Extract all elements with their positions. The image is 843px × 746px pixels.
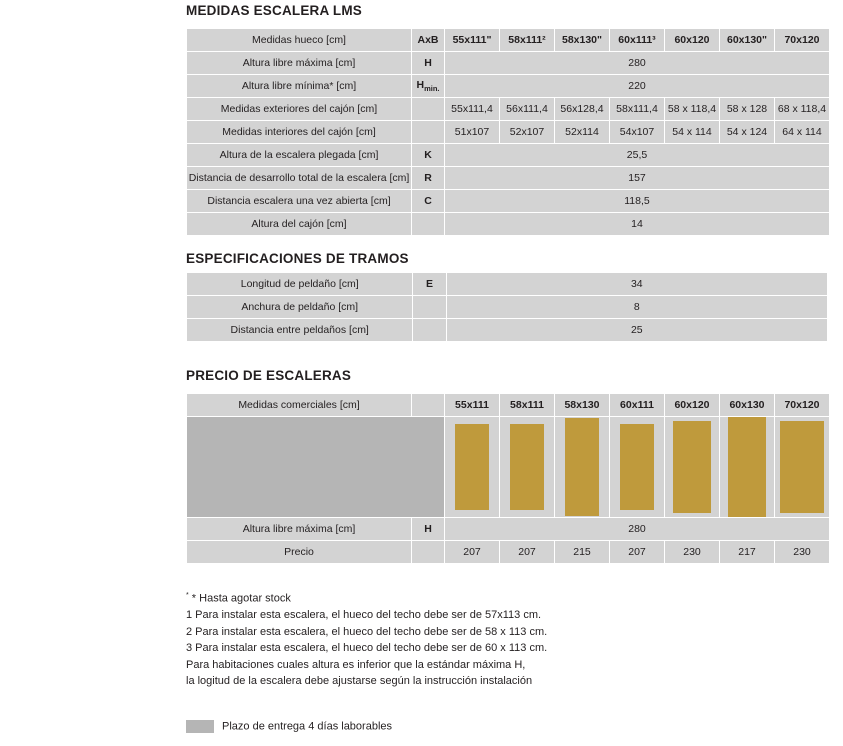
column-header: 60x120 <box>665 394 719 416</box>
row-symbol <box>413 296 445 318</box>
row-symbol: H <box>412 52 444 74</box>
column-header: 70x120 <box>775 29 829 51</box>
row-value: 54 x 124 <box>720 121 774 143</box>
row-value: 14 <box>445 213 829 235</box>
row-value: 8 <box>447 296 827 318</box>
table-row <box>187 167 829 189</box>
row-label: Altura libre mínima* [cm] <box>187 75 411 97</box>
row-symbol <box>412 541 444 563</box>
ladder-cell <box>775 417 829 517</box>
row-symbol: R <box>412 167 444 189</box>
ladder-bar-icon <box>455 424 489 510</box>
footnote-line: 1 Para instalar esta escalera, el hueco del techo debe ser de 57x113 cm. <box>186 609 542 622</box>
ladder-cell <box>555 417 609 517</box>
price-value: 207 <box>445 541 499 563</box>
row-label: Altura libre máxima [cm] <box>187 518 411 540</box>
row-label: Altura del cajón [cm] <box>187 213 411 235</box>
row-value: 54 x 114 <box>665 121 719 143</box>
column-header: 60x111 <box>610 394 664 416</box>
section-title-tramos: ESPECIFICACIONES DE TRAMOS <box>186 251 409 266</box>
row-label: Altura de la escalera plegada [cm] <box>187 144 411 166</box>
column-header: 60x120 <box>665 29 719 51</box>
legend-swatch-icon <box>186 720 214 733</box>
footnote-line: 3 Para instalar esta escalera, el hueco del techo debe ser de 60 x 113 cm. <box>186 642 548 655</box>
ladder-cell <box>665 417 719 517</box>
column-header: 58x130 <box>555 394 609 416</box>
row-value: 25,5 <box>445 144 829 166</box>
footnote-line: * * Hasta agotar stock <box>186 592 291 605</box>
column-header: 58x130" <box>555 29 609 51</box>
column-header: 55x111" <box>445 29 499 51</box>
row-label: Medidas hueco [cm] <box>187 29 411 51</box>
footnote-line: la logitud de la escalera debe ajustarse según la instrucción instalación <box>186 675 533 688</box>
column-header: 60x130" <box>720 29 774 51</box>
row-symbol <box>412 394 444 416</box>
column-header: 60x111³ <box>610 29 664 51</box>
illustration-empty-cell <box>187 417 444 517</box>
measures-table <box>186 28 830 236</box>
legend-label: Plazo de entrega 4 días laborables <box>222 720 393 733</box>
column-header: 60x130 <box>720 394 774 416</box>
ladder-bar-icon <box>728 417 766 517</box>
ladder-bar-icon <box>510 424 544 510</box>
row-value: 58 x 118,4 <box>665 98 719 120</box>
row-value: 64 x 114 <box>775 121 829 143</box>
row-value: 52x114 <box>555 121 609 143</box>
row-label: Anchura de peldaño [cm] <box>187 296 412 318</box>
row-value: 56x111,4 <box>500 98 554 120</box>
table-row <box>187 121 829 143</box>
row-label: Longitud de peldaño [cm] <box>187 273 412 295</box>
table-row <box>187 213 829 235</box>
row-value: 51x107 <box>445 121 499 143</box>
row-symbol <box>413 319 445 341</box>
ladder-cell <box>445 417 499 517</box>
row-value: 58x111,4 <box>610 98 664 120</box>
delivery-legend <box>186 720 392 733</box>
table-row <box>187 273 827 295</box>
row-value: 58 x 128 <box>720 98 774 120</box>
table-row <box>187 144 829 166</box>
price-value: 207 <box>610 541 664 563</box>
table-row <box>187 75 829 97</box>
column-header: 58x111² <box>500 29 554 51</box>
row-symbol: H <box>412 518 444 540</box>
row-label: Distancia entre peldaños [cm] <box>187 319 412 341</box>
price-value: 217 <box>720 541 774 563</box>
price-table <box>186 393 830 564</box>
ladder-bar-icon <box>780 421 824 513</box>
table-row <box>187 319 827 341</box>
price-value: 230 <box>775 541 829 563</box>
tramos-table <box>186 272 828 342</box>
row-symbol <box>412 213 444 235</box>
row-value: 56x128,4 <box>555 98 609 120</box>
column-header: 70x120 <box>775 394 829 416</box>
footnote-line: Para habitaciones cuales altura es inferior que la estándar máxima H, <box>186 658 526 671</box>
price-value: 215 <box>555 541 609 563</box>
row-symbol: K <box>412 144 444 166</box>
footnote-line: 2 Para instalar esta escalera, el hueco del techo debe ser de 58 x 113 cm. <box>186 625 548 638</box>
ladder-cell <box>610 417 664 517</box>
table-row <box>187 190 829 212</box>
row-value: 54x107 <box>610 121 664 143</box>
table-row <box>187 296 827 318</box>
table-row <box>187 98 829 120</box>
row-symbol <box>412 121 444 143</box>
price-value: 230 <box>665 541 719 563</box>
ladder-bar-icon <box>673 421 711 513</box>
row-label: Distancia escalera una vez abierta [cm] <box>187 190 411 212</box>
row-label: Medidas comerciales [cm] <box>187 394 411 416</box>
row-symbol: E <box>413 273 445 295</box>
table-row <box>187 394 829 416</box>
table-row <box>187 541 829 563</box>
row-value: 52x107 <box>500 121 554 143</box>
row-label: Precio <box>187 541 411 563</box>
row-symbol: AxB <box>412 29 444 51</box>
row-label: Medidas interiores del cajón [cm] <box>187 121 411 143</box>
row-label: Medidas exteriores del cajón [cm] <box>187 98 411 120</box>
footnotes <box>186 588 746 690</box>
table-row <box>187 29 829 51</box>
column-header: 55x111 <box>445 394 499 416</box>
row-value: 25 <box>447 319 827 341</box>
row-label: Altura libre máxima [cm] <box>187 52 411 74</box>
row-value: 68 x 118,4 <box>775 98 829 120</box>
footnote-text: * Hasta agotar stock <box>191 592 291 605</box>
row-value: 118,5 <box>445 190 829 212</box>
ladder-bar-icon <box>620 424 654 510</box>
row-value: 55x111,4 <box>445 98 499 120</box>
row-symbol: $H_{min.}$ <box>412 75 444 97</box>
section-title-price: PRECIO DE ESCALERAS <box>186 368 352 383</box>
ladder-bar-icon <box>565 418 599 516</box>
ladder-illustration-row <box>187 417 829 517</box>
row-value: 34 <box>447 273 827 295</box>
row-label: Distancia de desarrollo total de la escalera [cm] <box>187 167 411 189</box>
row-value: 220 <box>445 75 829 97</box>
row-value: 157 <box>445 167 829 189</box>
table-row <box>187 52 829 74</box>
row-symbol <box>412 98 444 120</box>
table-row <box>187 518 829 540</box>
column-header: 58x111 <box>500 394 554 416</box>
price-value: 207 <box>500 541 554 563</box>
section-title-measures: MEDIDAS ESCALERA LMS <box>186 3 363 18</box>
row-value: 280 <box>445 518 829 540</box>
row-symbol: C <box>412 190 444 212</box>
ladder-cell <box>720 417 774 517</box>
row-value: 280 <box>445 52 829 74</box>
ladder-cell <box>500 417 554 517</box>
